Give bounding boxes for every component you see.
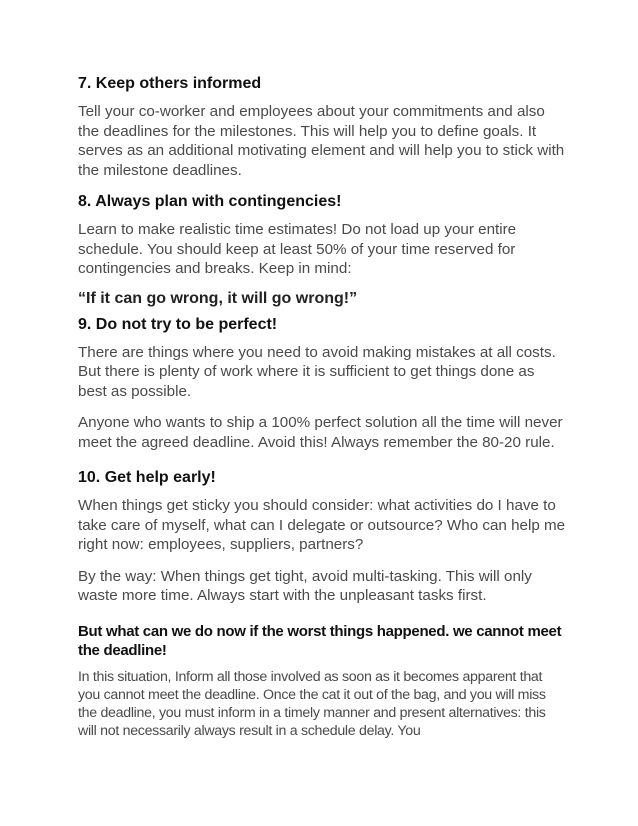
section-heading: 10. Get help early! — [78, 469, 216, 486]
quote: “If it can go wrong, it will go wrong!” — [78, 289, 358, 307]
document-page — [78, 74, 566, 740]
section-9 — [78, 315, 566, 453]
section-8 — [78, 192, 566, 309]
closing-paragraph: In this situation, Inform all those involved as soon as it becomes apparent that you cannot meet the deadline. Once the cat it out of the bag, and you will miss the deadline, you must inform in a timely manner and present alternatives: this will not necessarily always result in a schedule delay. You — [78, 668, 546, 739]
closing-heading: But what can we do now if the worst things happened. we cannot meet the deadline! — [78, 622, 562, 659]
section-7 — [78, 74, 566, 180]
section-paragraph: Learn to make realistic time estimates! Do not load up your entire schedule. You should keep at least 50% of your time reserved for contingencies and breaks. Keep in mind: — [78, 221, 517, 277]
section-heading: 9. Do not try to be perfect! — [78, 315, 278, 333]
section-heading: 7. Keep others informed — [78, 75, 262, 92]
section-heading: 8. Always plan with contingencies! — [78, 193, 342, 210]
section-paragraph: By the way: When things get tight, avoid multi-tasking. This will only waste more time. Always start with the unpleasant tasks first. — [78, 567, 532, 604]
section-paragraph: When things get sticky you should consider: what activities do I have to take care of myself, what can I delegate or outsource? Who can help me right now: employees, suppliers, partners? — [78, 497, 566, 553]
section-paragraph: There are things where you need to avoid making mistakes at all costs. But there is plenty of work where it is sufficient to get things done as best as possible. — [78, 343, 556, 400]
section-paragraph: Anyone who wants to ship a 100% perfect solution all the time will never meet the agreed deadline. Avoid this! Always remember the 80-20 rule. — [78, 414, 563, 451]
closing-section — [78, 622, 566, 740]
section-paragraph: Tell your co-worker and employees about your commitments and also the deadlines for the milestones. This will help you to define goals. It serves as an additional motivating element and will help you to stick with the milestone deadlines. — [78, 103, 565, 179]
section-10 — [78, 468, 566, 606]
